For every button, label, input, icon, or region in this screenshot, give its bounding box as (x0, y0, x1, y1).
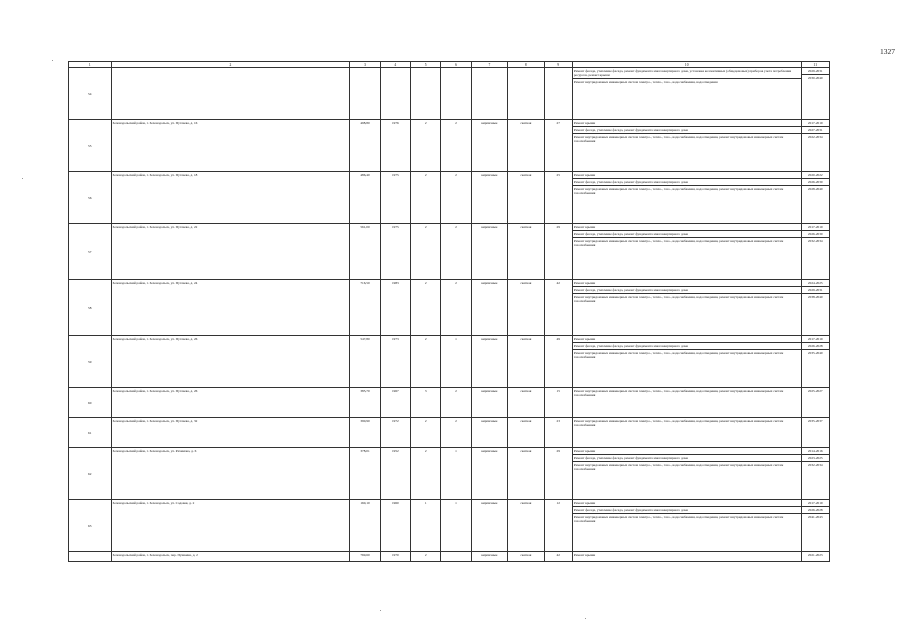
year-range: 2017-2019 (807, 120, 823, 125)
col-header: 4 (380, 62, 410, 68)
address-cell: Зеленодольский район, г. Зеленодольск, ул. Пугачева, д. 26 (111, 388, 350, 418)
col-header: 9 (544, 62, 572, 68)
floors-cell: 2 (411, 120, 441, 172)
years-cell (801, 500, 829, 552)
work-item: Ремонт внутридомовых инженерных систем электро-, тепло-, газо-, водоснабжения, водоотведения, ремонт внутридомовых инженерных систем газоснабжения (573, 185, 801, 195)
years-cell (801, 120, 829, 172)
table-row (69, 448, 830, 500)
col-header: 7 (471, 62, 507, 68)
table-row (69, 552, 830, 562)
row-number-cell: 57 (69, 224, 112, 280)
entrances-cell: 1 (441, 448, 471, 500)
works-cell (572, 388, 801, 418)
residents-cell: 49 (544, 336, 572, 388)
scan-speck (380, 610, 381, 611)
residents-cell: 29 (544, 448, 572, 500)
address-cell: Зеленодольский район, г. Зеленодольск, ул. Пугачева, д. 16 (111, 120, 350, 172)
work-item: Ремонт крыши (573, 336, 596, 341)
table-row (69, 388, 830, 418)
wall-material-cell: кирпичные (471, 336, 507, 388)
residents-cell: 23 (544, 418, 572, 448)
build-year-cell (380, 68, 410, 120)
row-number-cell: 62 (69, 448, 112, 500)
row-number-cell: 63 (69, 500, 112, 552)
work-item: Ремонт фасада, утепление фасада, ремонт фундамента многоквартирного дома (573, 230, 801, 236)
years-cell (801, 552, 829, 562)
roof-type-cell: скатная (508, 500, 544, 552)
entrances-cell: 1 (441, 500, 471, 552)
roof-type-cell: скатная (508, 172, 544, 224)
scan-speck (585, 618, 586, 619)
works-cell (572, 336, 801, 388)
build-year-cell: 1973 (380, 336, 410, 388)
works-cell (572, 120, 801, 172)
address-cell: Зеленодольский район, г. Зеленодольск, пер. Пушкина, д. 2 (111, 552, 350, 562)
scan-speck (52, 60, 53, 61)
works-cell (572, 172, 801, 224)
years-cell (801, 448, 829, 500)
year-range: 2029-2031 (802, 286, 829, 292)
address-cell: Зеленодольский район, г. Зеленодольск, ул. Рахимова, д. 6 (111, 448, 350, 500)
build-year-cell: 1970 (380, 552, 410, 562)
floors-cell: 3 (411, 388, 441, 418)
build-year-cell: 1975 (380, 172, 410, 224)
roof-type-cell: скатная (508, 388, 544, 418)
col-header: 6 (441, 62, 471, 68)
year-range: 2035-2037 (807, 418, 823, 423)
wall-material-cell: кирпичные (471, 172, 507, 224)
year-range: 2026-2028 (802, 342, 829, 348)
table-row (69, 68, 830, 120)
area-cell: 547,80 (350, 336, 380, 388)
col-header: 3 (350, 62, 380, 68)
area-cell: 378,01 (350, 448, 380, 500)
area-cell: 486,40 (350, 172, 380, 224)
residents-cell: 29 (544, 224, 572, 280)
wall-material-cell: кирпичные (471, 224, 507, 280)
work-item: Ремонт крыши (573, 280, 596, 285)
wall-material-cell: кирпичные (471, 418, 507, 448)
floors-cell: 2 (411, 224, 441, 280)
row-number-cell (69, 552, 112, 562)
wall-material-cell: кирпичные (471, 552, 507, 562)
work-item: Ремонт крыши (573, 500, 596, 505)
address-cell (111, 68, 350, 120)
years-cell (801, 68, 829, 120)
col-header: 8 (508, 62, 544, 68)
year-range: 2032-2034 (802, 461, 829, 467)
roof-type-cell: скатная (508, 224, 544, 280)
year-range: 2024-2025 (807, 280, 823, 285)
roof-type-cell: скатная (508, 448, 544, 500)
wall-material-cell: кирпичные (471, 500, 507, 552)
wall-material-cell: кирпичные (471, 448, 507, 500)
table-row (69, 280, 830, 336)
row-number-cell: 61 (69, 418, 112, 448)
area-cell: 498,80 (350, 120, 380, 172)
build-year-cell: 1972 (380, 418, 410, 448)
entrances-cell: 2 (441, 120, 471, 172)
year-range: 2032-2034 (802, 237, 829, 243)
residents-cell: 12 (544, 500, 572, 552)
address-cell: Зеленодольский район, г. Зеленодольск, ул. Садовая, д. 2 (111, 500, 350, 552)
year-range: 2021-2023 (807, 552, 823, 557)
year-range: 2023-2025 (802, 454, 829, 460)
col-header: 10 (572, 62, 801, 68)
address-cell: Зеленодольский район, г. Зеленодольск, ул. Пугачева, д. 24 (111, 280, 350, 336)
works-cell (572, 224, 801, 280)
area-cell: 390,90 (350, 418, 380, 448)
row-number-cell: 60 (69, 388, 112, 418)
address-cell: Зеленодольский район, г. Зеленодольск, ул. Пугачева, д. 22 (111, 224, 350, 280)
roof-type-cell (508, 68, 544, 120)
work-item: Ремонт внутридомовых инженерных систем электро-, тепло-, газо-, водоснабжения, водоотведения, ремонт внутридомовых инженерных систем газоснабжения (573, 133, 801, 143)
work-item: Ремонт фасада, утепление фасада, ремонт фундамента многоквартирного дома, установка коллективных (общедомовых) приборов учета потребления ресурсов, ремонт крыши (573, 68, 792, 77)
page-number: 1327 (880, 47, 895, 56)
year-range: 2028-2040 (802, 185, 829, 191)
floors-cell: 2 (411, 418, 441, 448)
roof-type-cell: скатная (508, 418, 544, 448)
build-year-cell: 1952 (380, 448, 410, 500)
year-range: 2017-2019 (807, 224, 823, 229)
work-item: Ремонт фасада, утепление фасада, ремонт фундамента многоквартирного дома (573, 286, 801, 292)
work-item: Ремонт внутридомовых инженерных систем электро-, тепло-, газо-, водоснабжения, водоотведения, ремонт внутридомовых инженерных систем газоснабжения (573, 237, 801, 247)
area-cell: 716,50 (350, 280, 380, 336)
work-item: Ремонт крыши (573, 448, 596, 453)
build-year-cell: 1976 (380, 120, 410, 172)
work-item: Ремонт внутридомовых инженерных систем электро-, тепло-, газо-, водоснабжения, водоотведения, ремонт внутридомовых инженерных систем газоснабжения (573, 349, 801, 359)
years-cell (801, 418, 829, 448)
floors-cell: 2 (411, 552, 441, 562)
col-header: 5 (411, 62, 441, 68)
area-cell (350, 68, 380, 120)
years-cell (801, 280, 829, 336)
table-row (69, 224, 830, 280)
year-range: 2030-2040 (802, 74, 829, 80)
entrances-cell: 2 (441, 388, 471, 418)
work-item: Ремонт крыши (573, 120, 596, 125)
work-item: Ремонт внутридомовых инженерных систем электро-, тепло-, газо-, водоснабжения, водоотведения, ремонт внутридомовых инженерных систем газоснабжения (573, 293, 801, 303)
work-item: Ремонт фасада, утепление фасада, ремонт фундамента многоквартирного дома (573, 342, 801, 348)
works-cell (572, 552, 801, 562)
roof-type-cell: скатная (508, 280, 544, 336)
year-range: 2035-2040 (802, 349, 829, 355)
work-item: Ремонт внутридомовых инженерных систем электро-, тепло-, газо-, водоснабжения, водоотведения (573, 78, 801, 84)
register-table (68, 61, 830, 562)
year-range: 2025-2027 (807, 388, 823, 393)
year-range: 2026-2030 (802, 178, 829, 184)
work-item: Ремонт внутридомовых инженерных систем электро-, тепло-, газо-, водоснабжения, водоотведения, ремонт внутридомовых инженерных систем газоснабжения (573, 513, 801, 523)
roof-type-cell: скатная (508, 120, 544, 172)
col-header: 2 (111, 62, 350, 68)
work-item: Ремонт крыши (573, 224, 596, 229)
year-range: 2014-2016 (807, 448, 823, 453)
address-cell: Зеленодольский район, г. Зеленодольск, ул. Пугачева, д. 26 (111, 336, 350, 388)
col-header: 1 (69, 62, 112, 68)
floors-cell: 2 (411, 336, 441, 388)
works-cell (572, 448, 801, 500)
work-item: Ремонт внутридомовых инженерных систем электро-, тепло-, газо-, водоснабжения, водоотведения, ремонт внутридомовых инженерных систем газоснабжения (573, 388, 784, 397)
year-range: 2027-2031 (802, 126, 829, 132)
table-row (69, 172, 830, 224)
work-item: Ремонт фасада, утепление фасада, ремонт фундамента многоквартирного дома (573, 126, 801, 132)
build-year-cell: 1983 (380, 280, 410, 336)
wall-material-cell (471, 68, 507, 120)
year-range: 2026-2030 (802, 230, 829, 236)
roof-type-cell: скатная (508, 336, 544, 388)
years-cell (801, 224, 829, 280)
address-cell: Зеленодольский район, г. Зеленодольск, ул. Пугачева, д. 18 (111, 172, 350, 224)
residents-cell: 25 (544, 172, 572, 224)
entrances-cell: 2 (441, 280, 471, 336)
work-item: Ремонт фасада, утепление фасада, ремонт фундамента многоквартирного дома (573, 178, 801, 184)
residents-cell: 42 (544, 552, 572, 562)
floors-cell: 2 (411, 280, 441, 336)
table-row (69, 336, 830, 388)
wall-material-cell: кирпичные (471, 388, 507, 418)
year-range: 2026-2028 (802, 506, 829, 512)
entrances-cell: 2 (441, 418, 471, 448)
floors-cell: 1 (411, 500, 441, 552)
wall-material-cell: кирпичные (471, 280, 507, 336)
works-cell (572, 68, 801, 120)
residents-cell (544, 68, 572, 120)
works-cell (572, 418, 801, 448)
work-item: Ремонт фасада, утепление фасада, ремонт фундамента многоквартирного дома (573, 506, 801, 512)
area-cell: 160,10 (350, 500, 380, 552)
floors-cell: 2 (411, 448, 441, 500)
table-row (69, 418, 830, 448)
build-year-cell: 1960 (380, 500, 410, 552)
floors-cell: 2 (411, 172, 441, 224)
year-range: 2038-2040 (802, 293, 829, 299)
year-range: 2020-2022 (807, 172, 823, 177)
entrances-cell: 1 (441, 336, 471, 388)
entrances-cell: 2 (441, 172, 471, 224)
row-number-cell: 54 (69, 68, 112, 120)
build-year-cell: 1975 (380, 224, 410, 280)
year-range: 2041-2043 (802, 513, 829, 519)
work-item: Ремонт внутридомовых инженерных систем электро-, тепло-, газо-, водоснабжения, водоотведения, ремонт внутридомовых инженерных систем газоснабжения (573, 461, 801, 471)
works-cell (572, 500, 801, 552)
entrances-cell (441, 552, 471, 562)
row-number-cell: 59 (69, 336, 112, 388)
years-cell (801, 336, 829, 388)
work-item: Ремонт фасада, утепление фасада, ремонт фундамента многоквартирного дома (573, 454, 801, 460)
build-year-cell: 1967 (380, 388, 410, 418)
table-row (69, 500, 830, 552)
year-range: 2017-2019 (807, 336, 823, 341)
entrances-cell: 2 (441, 224, 471, 280)
area-cell: 561,00 (350, 224, 380, 280)
address-cell: Зеленодольский район, г. Зеленодольск, ул. Пугачева, д. 32 (111, 418, 350, 448)
year-range: 2017-2019 (807, 500, 823, 505)
year-range: 2022-2034 (802, 133, 829, 139)
row-number-cell: 56 (69, 172, 112, 224)
residents-cell: 42 (544, 280, 572, 336)
col-header: 11 (801, 62, 829, 68)
work-item: Ремонт крыши (573, 172, 596, 177)
entrances-cell (441, 68, 471, 120)
area-cell: 769,60 (350, 552, 380, 562)
row-number-cell: 58 (69, 280, 112, 336)
wall-material-cell: кирпичные (471, 120, 507, 172)
roof-type-cell: скатная (508, 552, 544, 562)
table-row (69, 120, 830, 172)
residents-cell: 27 (544, 120, 572, 172)
area-cell: 385,70 (350, 388, 380, 418)
year-range: 2029-2031 (807, 68, 823, 73)
works-cell (572, 280, 801, 336)
years-cell (801, 172, 829, 224)
work-item: Ремонт крыши (573, 552, 596, 557)
residents-cell: 15 (544, 388, 572, 418)
floors-cell (411, 68, 441, 120)
row-number-cell: 55 (69, 120, 112, 172)
scan-speck (22, 178, 23, 179)
years-cell (801, 388, 829, 418)
work-item: Ремонт внутридомовых инженерных систем электро-, тепло-, газо-, водоснабжения, водоотведения, ремонт внутридомовых инженерных систем газоснабжения (573, 418, 784, 427)
